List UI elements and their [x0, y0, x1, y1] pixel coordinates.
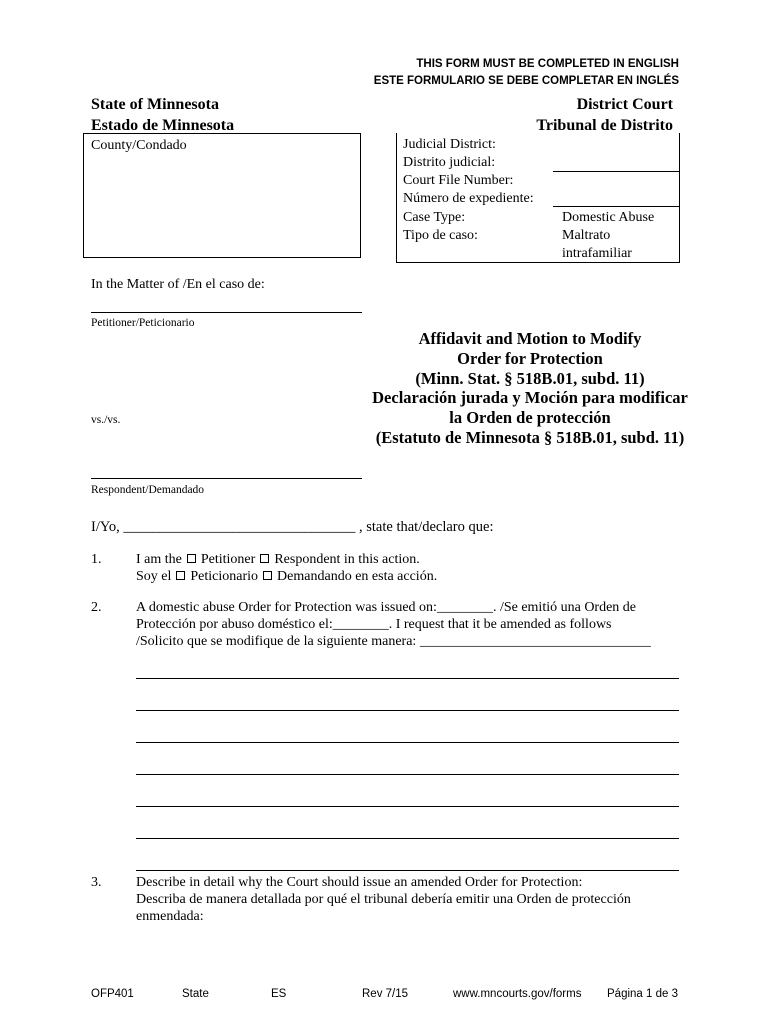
- respondent-line[interactable]: [91, 478, 362, 479]
- item-3-line-1: Describe in detail why the Court should issue an amended Order for Protection:: [136, 875, 583, 890]
- footer-url[interactable]: www.mncourts.gov/forms: [453, 988, 582, 1000]
- petitioner-checkbox[interactable]: [187, 554, 196, 563]
- title-line-4: Declaración jurada y Moción para modificar: [372, 388, 688, 407]
- peticionario-option: Peticionario: [190, 569, 259, 584]
- item-1-en-prefix: I am the: [136, 552, 182, 567]
- vs-label: vs./vs.: [91, 414, 121, 426]
- footer-rev: Rev 7/15: [362, 988, 409, 1000]
- demandando-option: Demandando en esta acción.: [277, 569, 438, 584]
- item-2-line-3[interactable]: /Solicito que se modifique de la siguiente manera: _________________________________: [136, 634, 651, 649]
- item-2-number: 2.: [91, 600, 102, 615]
- item-1-es-prefix: Soy el: [136, 569, 172, 584]
- tipo-caso-label: Tipo de caso:: [403, 228, 478, 243]
- item-1-number: 1.: [91, 552, 102, 567]
- respondent-label: Respondent/Demandado: [91, 484, 205, 496]
- footer-lang: ES: [271, 988, 287, 1000]
- amendment-line[interactable]: [136, 678, 679, 679]
- item-2-line-1[interactable]: A domestic abuse Order for Protection was issued on:________. /Se emitió una Orden de: [136, 600, 637, 615]
- respondent-checkbox[interactable]: [260, 554, 269, 563]
- distrito-judicial-label: Distrito judicial:: [403, 155, 496, 170]
- title-line-6: (Estatuto de Minnesota § 518B.01, subd. 11): [375, 428, 685, 447]
- item-2-line-2[interactable]: Protección por abuso doméstico el:________. I request that it be amended as follows: [136, 617, 612, 632]
- county-label: County/Condado: [91, 138, 187, 153]
- petitioner-label: Petitioner/Peticionario: [91, 317, 195, 329]
- numero-expediente-label: Número de expediente:: [403, 191, 534, 206]
- item-1-spanish: [136, 568, 437, 585]
- amendment-line[interactable]: [136, 806, 679, 807]
- amendment-line[interactable]: [136, 838, 679, 839]
- county-field[interactable]: [83, 133, 361, 258]
- in-the-matter-label: In the Matter of /En el caso de:: [91, 277, 265, 292]
- state-en: State of Minnesota: [91, 96, 219, 113]
- footer-form-id: OFP401: [91, 988, 134, 1000]
- peticionario-checkbox[interactable]: [176, 571, 185, 580]
- footer-page: Página 1 de 3: [607, 988, 678, 1000]
- amendment-line[interactable]: [136, 710, 679, 711]
- case-type-value-2: Maltrato: [562, 228, 611, 243]
- item-3-number: 3.: [91, 875, 102, 890]
- item-3-line-2: Describa de manera detallada por qué el tribunal debería emitir una Orden de protección: [136, 892, 631, 907]
- court-es: Tribunal de Distrito: [536, 117, 673, 134]
- state-es: Estado de Minnesota: [91, 117, 235, 134]
- spanish-notice: ESTE FORMULARIO SE DEBE COMPLETAR EN INGLÉS: [373, 75, 679, 87]
- demandando-checkbox[interactable]: [263, 571, 272, 580]
- court-file-number-label: Court File Number:: [403, 173, 514, 188]
- title-line-3: (Minn. Stat. § 518B.01, subd. 11): [415, 369, 645, 388]
- respondent-option: Respondent in this action.: [274, 552, 420, 567]
- case-type-value-3: intrafamiliar: [562, 246, 632, 261]
- title-line-2: Order for Protection: [457, 349, 603, 368]
- judicial-district-label: Judicial District:: [403, 137, 496, 152]
- item-1-english: [136, 551, 420, 568]
- item-3-line-3: enmendada:: [136, 909, 204, 924]
- amendment-line[interactable]: [136, 870, 679, 871]
- court-file-number-field[interactable]: [553, 206, 679, 207]
- case-type-label: Case Type:: [403, 210, 466, 225]
- judicial-district-field[interactable]: [553, 171, 679, 172]
- title-line-5: la Orden de protección: [449, 408, 611, 427]
- petitioner-option: Petitioner: [200, 552, 256, 567]
- petitioner-line[interactable]: [91, 312, 362, 313]
- court-en: District Court: [576, 96, 673, 113]
- case-type-value-1: Domestic Abuse: [562, 210, 655, 225]
- footer-scope: State: [182, 988, 209, 1000]
- statement-line[interactable]: I/Yo, ________________________________ , state that/declaro que:: [91, 519, 494, 535]
- amendment-line[interactable]: [136, 742, 679, 743]
- amendment-line[interactable]: [136, 774, 679, 775]
- case-info-box: [396, 133, 680, 263]
- english-notice: THIS FORM MUST BE COMPLETED IN ENGLISH: [416, 58, 679, 70]
- title-line-1: Affidavit and Motion to Modify: [418, 329, 642, 348]
